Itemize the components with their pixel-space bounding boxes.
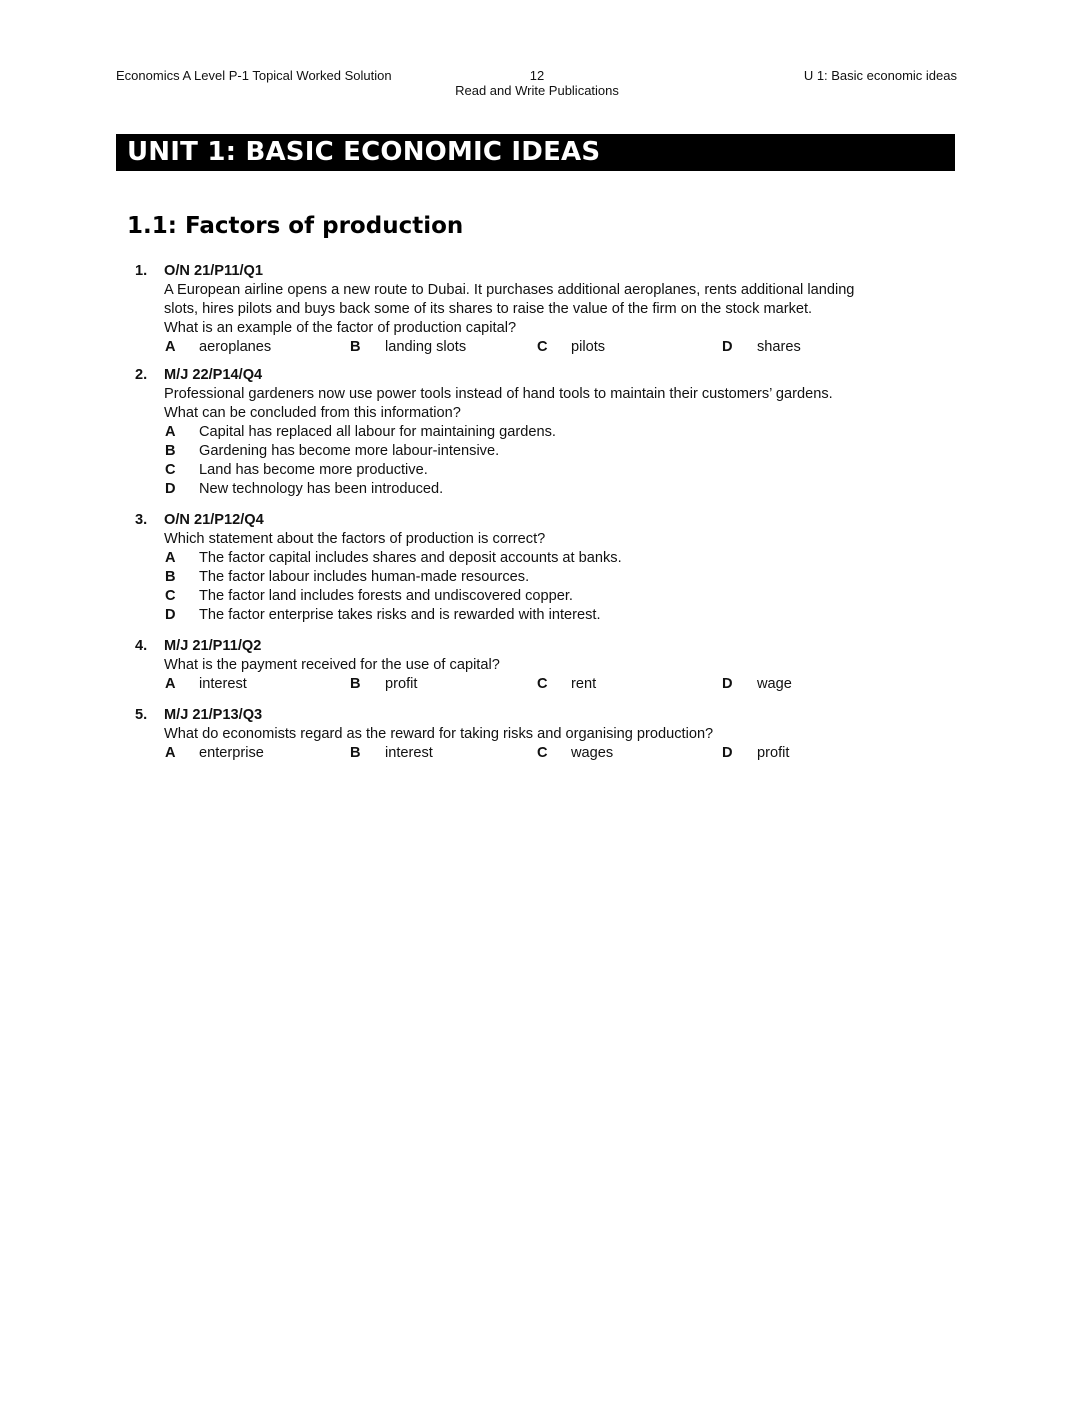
question-prompt: Which statement about the factors of production is correct? [164,531,546,547]
option [164,461,957,480]
question-number: 2. [135,367,148,383]
option-letter: A [165,745,176,761]
question-text-line: A European airline opens a new route to Dubai. It purchases additional aeroplanes, rents additional landing [164,282,855,298]
option [164,480,957,499]
option-text: landing slots [385,339,467,355]
option-text: The factor land includes forests and undiscovered copper. [199,588,573,604]
option-text: wages [571,745,614,761]
question-number: 5. [135,707,148,723]
option-letter: D [165,607,176,623]
question-reference: M/J 21/P11/Q2 [164,638,262,654]
option-letter: A [165,550,176,566]
option-letter: C [165,588,176,604]
option-letter: B [350,339,361,355]
option-text: Capital has replaced all labour for maintaining gardens. [199,424,556,440]
unit-title: UNIT 1: BASIC ECONOMIC IDEAS [127,137,601,167]
option-letter: B [350,676,361,692]
header-unit: U 1: Basic economic ideas [803,68,957,83]
option-text: New technology has been introduced. [199,481,444,497]
option-letter: C [537,676,548,692]
option-letter: A [165,424,176,440]
question-reference: O/N 21/P12/Q4 [164,512,264,528]
option-text: The factor capital includes shares and deposit accounts at banks. [199,550,622,566]
option-text: Land has become more productive. [199,462,428,478]
option-text: The factor labour includes human-made resources. [199,569,530,585]
question-body [164,725,957,763]
option-letter: B [165,569,176,585]
options-row [164,338,957,357]
question-body [164,656,957,694]
option-text: pilots [571,339,606,355]
question-text-line: slots, hires pilots and buys back some of its shares to raise the value of the firm on the stock market. [164,301,813,317]
section-title: 1.1: Factors of production [127,213,464,239]
header-document-title: Economics A Level P-1 Topical Worked Solution [116,68,392,83]
question-reference: O/N 21/P11/Q1 [164,263,263,279]
question-number: 4. [135,638,148,654]
option-letter: C [537,745,548,761]
option-text: profit [385,676,418,692]
option-letter: A [165,339,176,355]
option [164,568,957,587]
options-row [164,675,957,694]
question-body [164,281,957,357]
option-letter: C [537,339,548,355]
option-letter: D [722,745,733,761]
header-center [447,68,627,98]
option-text: profit [757,745,790,761]
options-row [164,744,957,763]
option-text: Gardening has become more labour-intensive. [199,443,500,459]
option [164,549,957,568]
question-body [164,385,957,499]
option-letter: C [165,462,176,478]
option [164,587,957,606]
question-number: 1. [135,263,148,279]
question-reference: M/J 22/P14/Q4 [164,367,263,383]
option-letter: D [722,339,733,355]
question-text-line: Professional gardeners now use power tools instead of hand tools to maintain their customers’ gardens. [164,386,833,402]
question-body [164,530,957,625]
question-number: 3. [135,512,148,528]
option-text: wage [757,676,792,692]
option-text: The factor enterprise takes risks and is rewarded with interest. [199,607,601,623]
option-text: rent [571,676,597,692]
option-text: shares [757,339,801,355]
option [164,606,957,625]
question-reference: M/J 21/P13/Q3 [164,707,263,723]
header-publisher: Read and Write Publications [455,83,619,98]
question-prompt: What can be concluded from this information? [164,405,461,421]
page-number: 12 [529,68,545,83]
question-prompt: What do economists regard as the reward for taking risks and organising production? [164,726,714,742]
option-letter: B [165,443,176,459]
question-prompt: What is an example of the factor of production capital? [164,320,517,336]
option-letter: A [165,676,176,692]
option-text: aeroplanes [199,339,272,355]
option [164,442,957,461]
unit-banner [116,134,955,171]
option-letter: B [350,745,361,761]
option-text: enterprise [199,745,264,761]
option-text: interest [199,676,247,692]
question-prompt: What is the payment received for the use of capital? [164,657,500,673]
option-text: interest [385,745,433,761]
option [164,423,957,442]
option-letter: D [722,676,733,692]
option-letter: D [165,481,176,497]
